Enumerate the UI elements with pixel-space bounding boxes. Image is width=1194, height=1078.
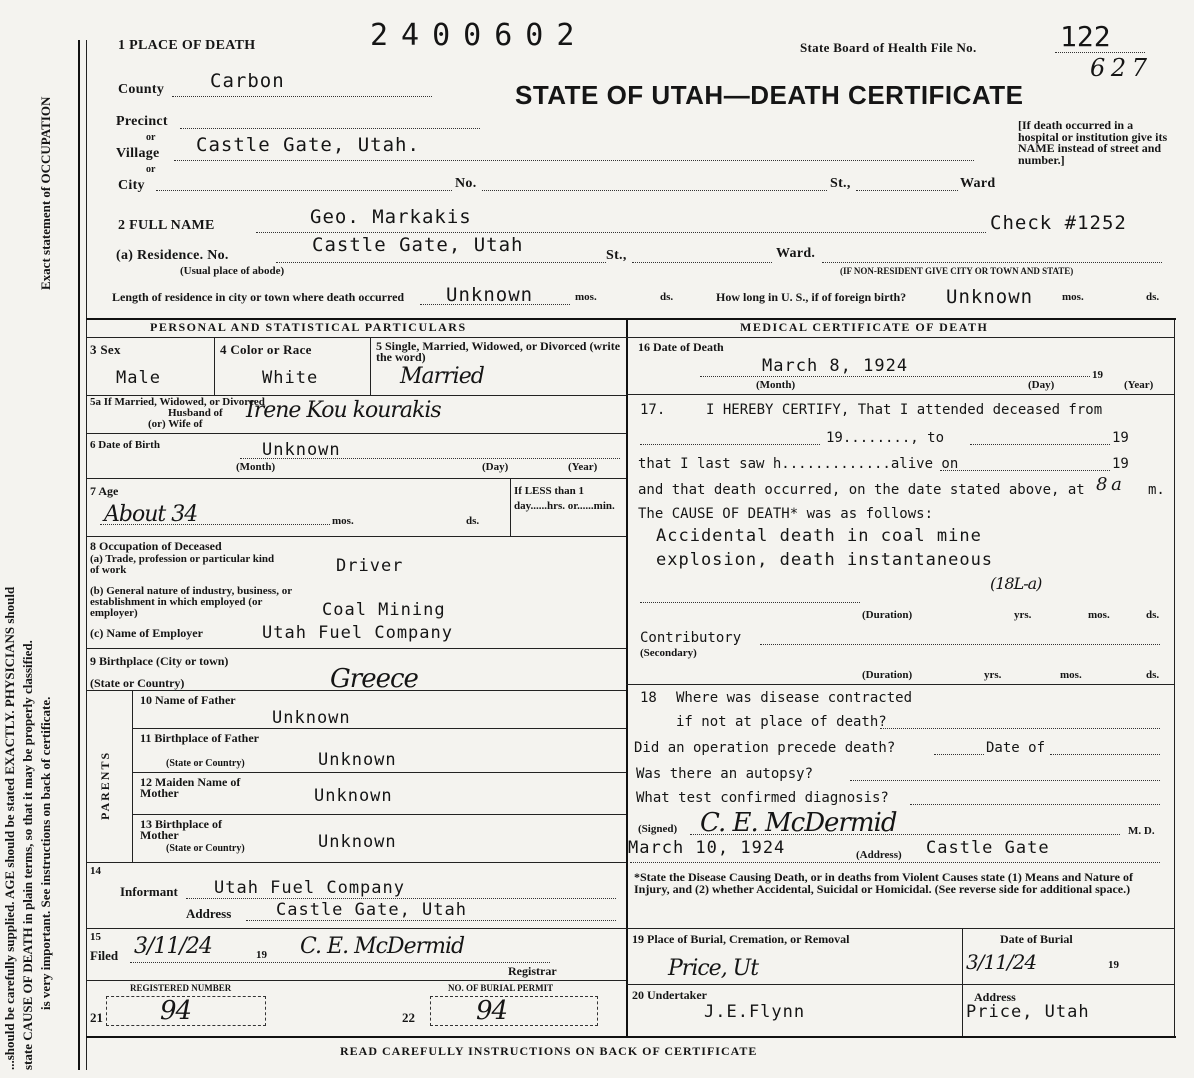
usual-abode-label: (Usual place of abode) (180, 265, 285, 277)
birthplace-state-label: (State or Country) (90, 676, 185, 690)
burial-place-label: 19 Place of Burial, Cremation, or Removal (632, 932, 850, 946)
cert-17-text: I HEREBY CERTIFY, That I attended deceased from (706, 402, 1103, 418)
death-occurred-m: m. (1148, 482, 1165, 498)
birthplace-value: Greece (330, 664, 418, 694)
parents-label: PARENTS (98, 750, 112, 820)
registrar-label: Registrar (508, 964, 557, 978)
burial-permit-prefix: 22 (402, 1010, 415, 1025)
spouse-label-b: Husband of (168, 407, 223, 419)
full-name-value: Geo. Markakis (310, 206, 472, 228)
county-value: Carbon (210, 70, 285, 92)
occupation-b-value: Coal Mining (322, 600, 446, 620)
full-name-label: 2 FULL NAME (118, 218, 215, 233)
test-label: What test confirmed diagnosis? (636, 790, 889, 806)
age-label: 7 Age (90, 484, 119, 498)
father-label: 10 Name of Father (140, 693, 236, 707)
length-residence-label: Length of residence in city or town where death occurred (112, 290, 405, 304)
less-than-day-label: If LESS than 1 day......hrs. or......min. (514, 485, 615, 512)
length-ds: ds. (660, 291, 674, 303)
occupation-a-label: (a) Trade, profession or particular kind of work (90, 553, 275, 576)
margin-instruction-2: state CAUSE OF DEATH in plain terms, so that it may be properly classified. (20, 640, 35, 1070)
burial-date-value: 3/11/24 (966, 950, 1037, 974)
duration-label-2: (Duration) (862, 669, 913, 681)
birthplace-label: 9 Birthplace (City or town) (90, 654, 229, 668)
margin-instruction-1: ...should be carefully supplied. AGE should be stated EXACTLY. PHYSICIANS should (2, 586, 17, 1070)
medical-heading: MEDICAL CERTIFICATE OF DEATH (740, 320, 989, 334)
undertaker-value: J.E.Flynn (704, 1002, 806, 1022)
dob-year: (Year) (568, 461, 598, 473)
us-residence-value: Unknown (946, 286, 1034, 308)
hospital-note: [If death occurred in a hospital or institution give its NAME instead of street and number.] (1018, 118, 1168, 167)
us-ds: ds. (1146, 291, 1160, 303)
registered-number-label: REGISTERED NUMBER (130, 983, 232, 993)
county-label: County (118, 82, 165, 97)
residence-ward: Ward. (776, 246, 816, 261)
duration-yrs-1: yrs. (1014, 609, 1032, 621)
registrar-signature: C. E. McDermid (300, 934, 465, 959)
residence-st: St., (606, 248, 627, 263)
residence-value: Castle Gate, Utah (312, 234, 524, 256)
village-value: Castle Gate, Utah. (196, 134, 420, 156)
footer-instructions: READ CAREFULLY INSTRUCTIONS ON BACK OF CERTIFICATE (340, 1044, 758, 1058)
precinct-label: Precinct (116, 114, 168, 129)
marital-value: Married (400, 364, 484, 389)
frame-left-inner (86, 40, 87, 1070)
informant-value: Utah Fuel Company (214, 878, 405, 898)
spouse-label-a: 5a If Married, Widowed, or Divorced (90, 396, 265, 408)
physician-signature: C. E. McDermid (700, 808, 897, 838)
undertaker-address-label: Address (974, 990, 1016, 1004)
cause-footnote: *State the Disease Causing Death, or in deaths from Violent Causes state (1) Means and Nature of Injury, and (2) whether Accidental, Suicidal or Homicidal. (See reverse side for additional space.) (634, 870, 1133, 896)
filed-number: 15 (90, 931, 101, 943)
burial-date-19: 19 (1108, 959, 1119, 971)
signed-address-label: (Address) (856, 849, 902, 861)
father-birthplace-value: Unknown (318, 750, 397, 770)
spouse-label-c: (or) Wife of (148, 418, 203, 430)
burial-permit-label: NO. OF BURIAL PERMIT (448, 983, 554, 993)
cert-17-line2: 19........, to (826, 430, 945, 446)
death-date-label: 16 Date of Death (638, 340, 724, 354)
city-label: City (118, 178, 145, 193)
cause-label: The CAUSE OF DEATH* was as follows: (638, 506, 934, 522)
death-day-label: (Day) (1028, 379, 1055, 391)
color-label: 4 Color or Race (220, 342, 312, 357)
q18-number: 18 (640, 690, 657, 706)
margin-instruction-4: Exact statement of OCCUPATION (38, 96, 53, 290)
dob-day: (Day) (482, 461, 509, 473)
burial-permit-value: 94 (476, 996, 508, 1026)
duration-ds-1: ds. (1146, 609, 1160, 621)
signed-date: March 10, 1924 (628, 838, 786, 858)
mother-birthplace-value: Unknown (318, 832, 397, 852)
certificate-number: 2400602 (370, 18, 588, 53)
father-birthplace-label: 11 Birthplace of Father (140, 731, 259, 745)
burial-place-value: Price, Ut (668, 956, 759, 981)
registered-number-value: 94 (160, 996, 192, 1026)
occupation-b-label: (b) General nature of industry, business, or establishment in which employed (or employer) (90, 585, 292, 619)
last-saw-19: 19 (1112, 456, 1129, 472)
cause-code: (18L-a) (990, 574, 1042, 593)
occupation-c-label: (c) Name of Employer (90, 626, 203, 640)
check-number: Check #1252 (990, 212, 1127, 234)
ward-label: Ward (960, 176, 996, 191)
death-occurred-time: 8 a (1096, 474, 1121, 495)
nonresident-note: (IF NON-RESIDENT GIVE CITY OR TOWN AND STATE) (840, 266, 1074, 276)
sex-value: Male (116, 368, 161, 388)
age-mos: mos. (332, 515, 354, 527)
dob-month: (Month) (236, 461, 276, 473)
informant-address-value: Castle Gate, Utah (276, 900, 467, 920)
us-mos: mos. (1062, 291, 1084, 303)
death-year-label: (Year) (1124, 379, 1154, 391)
filed-19: 19 (256, 949, 267, 961)
file-number: 122 (1060, 20, 1111, 53)
operation-date-label: Date of (986, 740, 1046, 756)
mother-label: 12 Maiden Name of Mother (140, 775, 241, 800)
occupation-label: 8 Occupation of Deceased (90, 539, 222, 553)
sex-label: 3 Sex (90, 342, 121, 357)
cause-line-1: Accidental death in coal mine (656, 526, 982, 546)
q18-line-b: if not at place of death? (676, 714, 887, 730)
informant-number: 14 (90, 865, 101, 877)
length-mos: mos. (575, 291, 597, 303)
duration-label-1: (Duration) (862, 609, 913, 621)
death-date-19: 19 (1092, 369, 1103, 381)
q18-line-a: Where was disease contracted (676, 690, 913, 706)
street-label: St., (830, 176, 851, 191)
mother-value: Unknown (314, 786, 393, 806)
autopsy-label: Was there an autopsy? (636, 766, 814, 782)
father-value: Unknown (272, 708, 351, 728)
death-occurred-label: and that death occurred, on the date stated above, at (638, 482, 1085, 498)
filed-value: 3/11/24 (134, 934, 212, 959)
mother-birthplace-sub: (State or Country) (166, 843, 245, 854)
operation-label: Did an operation precede death? (634, 740, 896, 756)
frame-right (1174, 320, 1175, 1036)
signed-label: (Signed) (638, 823, 678, 835)
file-number-label: State Board of Health File No. (800, 40, 977, 55)
secondary-label: (Secondary) (640, 647, 697, 659)
duration-mos-1: mos. (1088, 609, 1110, 621)
burial-permit-box (430, 996, 598, 1026)
age-ds: ds. (466, 515, 480, 527)
cert-17-line2b: 19 (1112, 430, 1129, 446)
death-date-value: March 8, 1924 (762, 356, 909, 376)
occupation-c-value: Utah Fuel Company (262, 623, 453, 643)
personal-heading: PERSONAL AND STATISTICAL PARTICULARS (150, 320, 467, 334)
filed-label: Filed (90, 948, 119, 963)
certificate-title: STATE OF UTAH—DEATH CERTIFICATE (515, 80, 1024, 110)
duration-mos-2: mos. (1060, 669, 1082, 681)
md-label: M. D. (1128, 825, 1155, 837)
file-number-note: 6 2 7 (1090, 54, 1147, 82)
signed-address: Castle Gate (926, 838, 1050, 858)
informant-address-label: Address (186, 906, 232, 921)
no-label: No. (455, 176, 477, 191)
length-residence-value: Unknown (446, 284, 534, 306)
marital-label: 5 Single, Married, Widowed, or Divorced (write the word) (376, 339, 621, 364)
contributory-label: Contributory (640, 630, 742, 646)
age-value: About 34 (104, 502, 198, 527)
us-residence-label: How long in U. S., if of foreign birth? (716, 290, 907, 304)
color-value: White (262, 368, 319, 388)
spouse-value: Irene Kou kourakis (246, 398, 441, 423)
mother-birthplace-label: 13 Birthplace of Mother (140, 817, 222, 842)
burial-date-label: Date of Burial (1000, 932, 1073, 946)
village-label: Village (116, 146, 160, 161)
or-2: or (146, 164, 156, 175)
occupation-a-value: Driver (336, 556, 404, 576)
residence-label: (a) Residence. No. (116, 248, 229, 263)
cert-17-num: 17. (640, 402, 666, 418)
undertaker-address-value: Price, Utah (966, 1002, 1090, 1022)
undertaker-label: 20 Undertaker (632, 988, 707, 1002)
dob-value: Unknown (262, 440, 341, 460)
duration-yrs-2: yrs. (984, 669, 1002, 681)
or-1: or (146, 132, 156, 143)
father-birthplace-sub: (State or Country) (166, 758, 245, 769)
frame-left (78, 40, 80, 1070)
margin-instruction-3: is very important. See instructions on back of certificate. (38, 696, 53, 1010)
frame-bottom (86, 1036, 1176, 1038)
dob-label: 6 Date of Birth (90, 439, 160, 451)
informant-label: Informant (120, 884, 178, 899)
duration-ds-2: ds. (1146, 669, 1160, 681)
last-saw-label: that I last saw h.............alive on (638, 456, 959, 472)
registered-number-prefix: 21 (90, 1010, 103, 1025)
cause-line-2: explosion, death instantaneous (656, 550, 994, 570)
place-of-death-label: 1 PLACE OF DEATH (118, 38, 256, 53)
death-month-label: (Month) (756, 379, 796, 391)
